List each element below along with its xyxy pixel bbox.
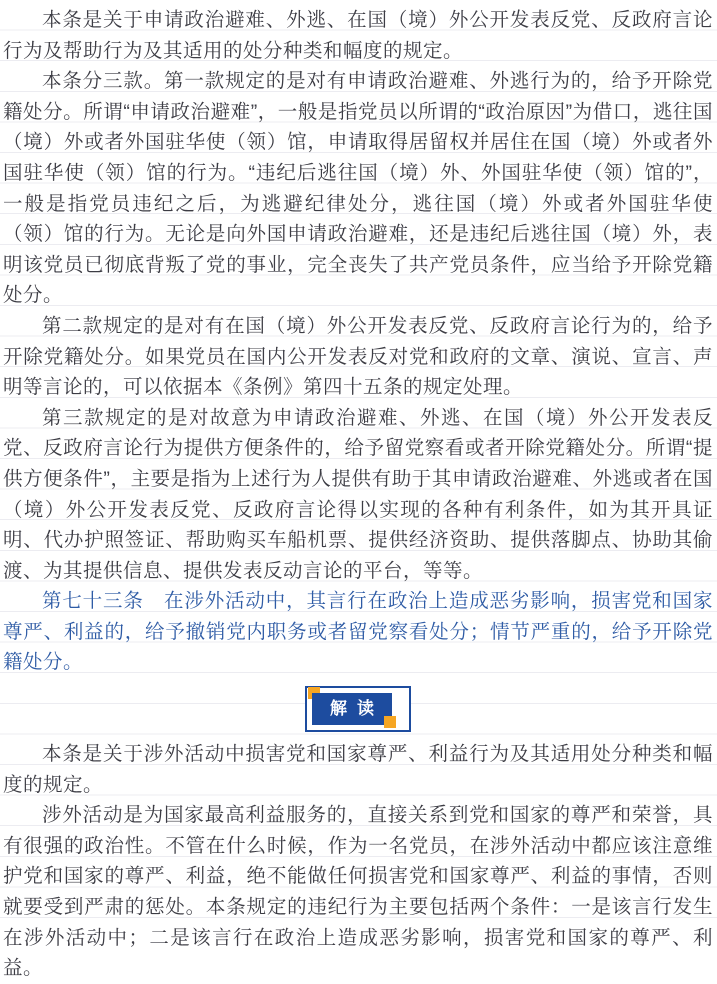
interpretation-badge [305,686,411,732]
paragraph-article-73: 第七十三条 在涉外活动中，其言行在政治上造成恶劣影响，损害党和国家尊严、利益的，给予撤销党内职务或者留党察看处分；情节严重的，给予开除党籍处分。 [3,590,713,674]
paragraph-clause-2-explanation: 第二款规定的是对有在国（境）外公开发表反党、反政府言论行为的，给予开除党籍处分。如果党员在国内公开发表反对党和政府的文章、演说、宣言、声明等言论的，可以依据本《条例》第四十五条的规定处理。 [3,314,713,399]
paragraph-clause-3-explanation: 第三款规定的是对故意为申请政治避难、外逃、在国（境）外公开发表反党、反政府言论行为提供方便条件的，给予留党察看或者开除党籍处分。所谓“提供方便条件”，主要是指为上述行为人提供有助于其申请政治避难、外逃或者在国（境）外公开发表反党、反政府言论得以实现的各种有利条件，如为其开具证明、代办护照签证、帮助购买车船机票、提供经济资助、提供落脚点、协助其偷渡、为其提供信息、提供发表反动言论的平台，等等。 [3,406,713,582]
paragraph-intro: 本条是关于申请政治避难、外逃、在国（境）外公开发表反党、反政府言论行为及帮助行为及其适用的处分种类和幅度的规定。 [3,9,713,62]
paragraph-article-73-explanation: 涉外活动是为国家最高利益服务的，直接关系到党和国家的尊严和荣誉，具有很强的政治性。不管在什么时候，作为一名党员，在涉外活动中都应该注意维护党和国家的尊严、利益，绝不能做任何损害党和国家尊严、利益的事情，否则就要受到严肃的惩处。本条规定的违纪行为主要包括两个条件：一是该言行发生在涉外活动中；二是该言行在政治上造成恶劣影响，损害党和国家的尊严、利益。 [3,804,713,980]
interpretation-badge-row [3,678,713,739]
interpretation-badge-label: 解读 [330,699,384,719]
paragraph-article-73-intro: 本条是关于涉外活动中损害党和国家尊严、利益行为及其适用处分种类和幅度的规定。 [3,743,713,796]
interpretation-badge-box [312,693,392,725]
paragraph-clause-1-explanation: 本条分三款。第一款规定的是对有申请政治避难、外逃行为的，给予开除党籍处分。所谓“申请政治避难”，一般是指党员以所谓的“政治原因”为借口，逃往国（境）外或者外国驻华使（领）馆，申请取得居留权并居住在国（境）外或者外国驻华使（领）馆的行为。“违纪后逃往国（境）外、外国驻华使（领）馆的”，一般是指党员违纪之后，为逃避纪律处分，逃往国（境）外或者外国驻华使（领）馆的行为。无论是向外国申请政治避难，还是违纪后逃往国（境）外，表明该党员已彻底背叛了党的事业，完全丧失了共产党员条件，应当给予开除党籍处分。 [3,70,713,307]
badge-corner-accent-bottom-right [384,716,396,728]
